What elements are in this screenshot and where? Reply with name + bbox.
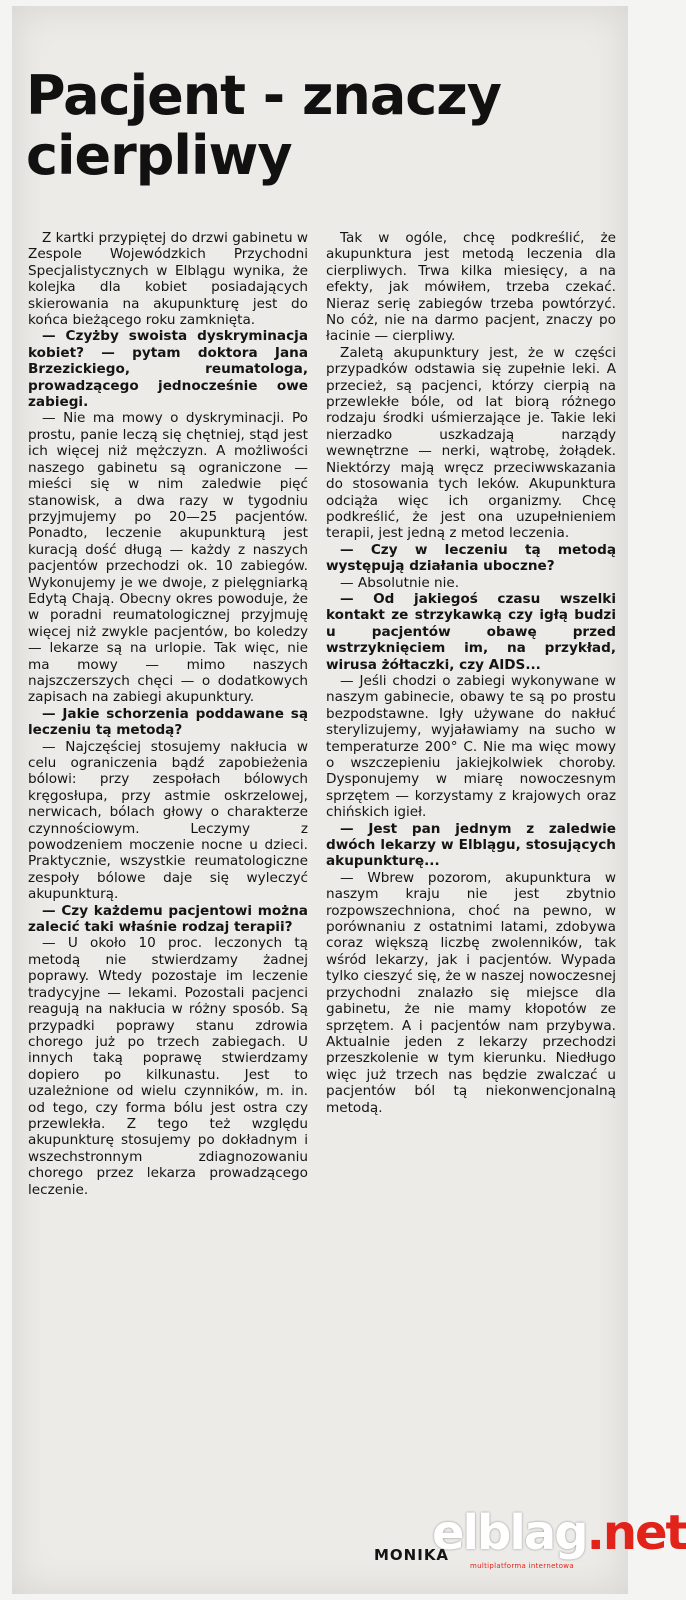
article-paragraph: — Jeśli chodzi o zabiegi wykonywane w naszym gabinecie, obawy te są po prostu bezpodstawne. Igły używane do nakłuć sterylizujemy, wyjaławiamy na sucho w temperaturze 200° C. Nie ma więc mowy o wszczepieniu jakiejkolwiek choroby. Dysponujemy w miarę nowoczesnym sprzętem — korzystamy z krajowych oraz chińskich igieł. bbox=[326, 672, 616, 821]
interview-question: — Jest pan jednym z zaledwie dwóch lekarzy w Elblągu, stosujących akupunkturę... bbox=[326, 820, 616, 870]
interview-question: — Czy każdemu pacjentowi można zalecić taki właśnie rodzaj terapii? bbox=[28, 902, 308, 936]
logo-text-red: .net bbox=[586, 1505, 686, 1561]
logo-text-white: elblag bbox=[432, 1505, 587, 1561]
article-paragraph: Tak w ogóle, chcę podkreślić, że akupunktura jest metodą leczenia dla cierpliwych. Trwa kilka miesięcy, a na efekty, jak mówiłem, trzeba czekać. Nieraz serię zabiegów trzeba powtórzyć. No cóż, nie na darmo pacjent, znaczy po łacinie — cierpliwy. bbox=[326, 230, 616, 345]
article-paragraph: — U około 10 proc. leczonych tą metodą nie stwierdzamy żadnej poprawy. Wtedy pozostaje im leczenie tradycyjne — lekami. Pozostali pacjenci reagują na nakłucia w różny sposób. Są przypadki poprawy stanu zdrowia chorego już po trzech zabiegach. U innych taką poprawę stwierdzamy dopiero po kilkunastu. Jest to uzależnione od wielu czynników, m. in. od tego, czy forma bólu jest ostra czy przewlekła. Z tego też względu akupunkturę stosujemy po dokładnym i wszechstronnym zdiagnozowaniu chorego przez lekarza prowadzącego leczenie. bbox=[28, 935, 308, 1198]
article-column-left bbox=[28, 230, 308, 1198]
author-signature: MONIKA bbox=[374, 1546, 450, 1564]
article-column-right bbox=[326, 230, 616, 1116]
article-paragraph: — Najczęściej stosujemy nakłucia w celu ograniczenia bądź zapobieżenia bólowi: przy zespołach bólowych kręgosłupa, przy astmie oskrzelowej, nerwicach, bólach głowy o charakterze czynnościowym. Leczymy z powodzeniem moczenie nocne u dzieci. Praktycznie, wszystkie reumatologiczne zespoły bólowe daje się wyleczyć akupunkturą. bbox=[28, 738, 308, 903]
article-paragraph: Z kartki przypiętej do drzwi gabinetu w Zespole Wojewódzkich Przychodni Specjalistycznych w Elblągu wynika, że kolejka dla kobiet posiadających skierowania na akupunkturę jest do końca bieżącego roku zamknięta. bbox=[28, 230, 309, 329]
watermark-tagline: multiplatforma internetowa bbox=[470, 1562, 574, 1570]
article-paragraph: — Nie ma mowy o dyskryminacji. Po prostu, panie leczą się chętniej, stąd jest ich więcej niż mężczyzn. A możliwości naszego gabinetu są ograniczone — mieści się w nim zaledwie pięć stanowisk, a dwa razy w tygodniu przyjmujemy po 20—25 pacjentów. Ponadto, leczenie akupunkturą jest kuracją dość długą — każdy z naszych pacjentów przechodzi ok. 10 zabiegów. Wykonujemy je we dwoje, z pielęgniarką Edytą Chają. Obecny okres powoduje, że w poradni reumatologicznej przyjmuję więcej niż zwykle pacjentów, bo koledzy — lekarze są na urlopie. Tak więc, nie ma mowy — mimo naszych najszczerszych chęci — o dodatkowych zapisach na zabiegi akupunktury. bbox=[28, 410, 308, 706]
interview-question: — Jakie schorzenia poddawane są leczeniu tą metodą? bbox=[28, 705, 308, 739]
interview-question: — Czy w leczeniu tą metodą występują działania uboczne? bbox=[326, 541, 616, 575]
interview-question: — Od jakiegoś czasu wszelki kontakt ze strzykawką czy igłą budzi u pacjentów obawę przed wstrzyknięciem im, na przykład, wirusa żółtaczki, czy AIDS... bbox=[326, 590, 616, 673]
article-paragraph: — Absolutnie nie. bbox=[340, 574, 460, 591]
interview-question: — Czyżby swoista dyskryminacja kobiet? — pytam doktora Jana Brzezickiego, reumatologa, prowadzącego jednocześnie owe zabiegi. bbox=[28, 328, 308, 411]
article-paragraph: — Wbrew pozorom, akupunktura w naszym kraju nie jest zbytnio rozpowszechniona, choć na pewno, w porównaniu z ostatnimi latami, zdobywa coraz większą liczbę zwolenników, tak wśród lekarzy, jak i pacjentów. Wypada tylko cieszyć się, że w naszej nowoczesnej przychodni znalazło się miejsce dla gabinetu, że nie mamy kłopotów ze sprzętem. A i pacjentów nam przybywa. Aktualnie jeden z lekarzy przechodzi przeszkolenie w tym kierunku. Niedługo więc już trzech nas będzie zwalczać u pacjentów ból tą niekonwencjonalną metodą. bbox=[326, 869, 616, 1116]
article-paragraph: Zaletą akupunktury jest, że w części przypadków odstawia się zupełnie leki. A przecież, są pacjenci, którzy cierpią na przewlekłe bóle, od lat biorą różnego rodzaju środki uśmierzające je. Takie leki nierzadko uszkadzają narządy wewnętrzne — nerki, wątrobę, żołądek. Niektórzy mają wręcz przeciwwskazania do stosowania tych leków. Akupunktura odciąża więc ich organizmy. Chcę podkreślić, że jest ona uzupełnieniem terapii, jest jedną z metod leczenia. bbox=[326, 344, 616, 542]
article-headline: Pacjent - znaczy cierpliwy bbox=[26, 64, 501, 188]
watermark-logo bbox=[432, 1505, 686, 1561]
